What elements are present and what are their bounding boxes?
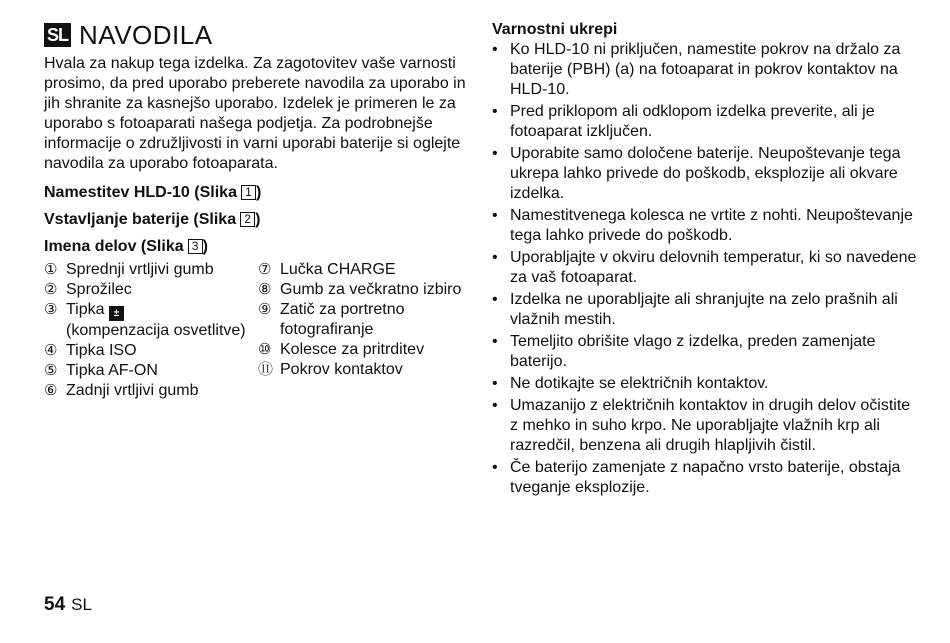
heading-mount-label: Namestitev HLD-10 (Slika <box>44 184 237 201</box>
list-item: • Izdelka ne uporabljajte ali shranjujte na zelo prašnih ali vlažnih mestih. <box>492 291 898 328</box>
exposure-compensation-icon: ± <box>109 306 124 321</box>
page-footer <box>44 594 92 616</box>
bullet-icon: • <box>492 459 498 476</box>
list-item: ⑤ Tipka AF-ON <box>44 362 158 379</box>
heading-battery-label: Vstavljanje baterije (Slika <box>44 211 237 228</box>
list-item: • Namestitvenega kolesca ne vrtite z nohti. Neupoštevanje tega lahko privede do poškodb. <box>492 207 913 244</box>
list-item: ③ Tipka ± (kompenzacija osvetlitve) <box>44 301 246 339</box>
page-title <box>44 20 469 50</box>
footer-lang: SL <box>71 595 92 614</box>
parts-list <box>44 260 469 440</box>
bullet-icon: • <box>492 397 498 414</box>
parts-column-right <box>258 260 473 380</box>
list-item: • Ne dotikajte se električnih kontaktov. <box>492 375 769 392</box>
safety-heading: Varnostni ukrepi <box>492 21 618 38</box>
list-item: • Uporabite samo določene baterije. Neupoštevanje tega ukrepa lahko privede do poškodb, eksplozije ali okvare izdelka. <box>492 145 901 202</box>
intro-paragraph: Hvala za nakup tega izdelka. Za zagotovitev vaše varnosti prosimo, da pred uporabo preberete navodila za uporabo in jih shranite za kasnejšo uporabo. Izdelek je primeren le za uporabo s fotoaparati našega podjetja. Za podrobnejše informacije o združljivosti in varni uporabi baterije si oglejte navodila za uporabo fotoaparata. <box>44 55 466 172</box>
list-item: ① Sprednji vrtljivi gumb <box>44 261 214 278</box>
list-item: • Temeljito obrišite vlago z izdelka, preden zamenjate baterijo. <box>492 333 876 370</box>
list-item: ⑦ Lučka CHARGE <box>258 261 396 278</box>
bullet-icon: • <box>492 291 498 308</box>
list-item: • Če baterijo zamenjate z napačno vrsto baterije, obstaja tveganje eksplozije. <box>492 459 901 496</box>
list-item: • Umazanijo z električnih kontaktov in drugih delov očistite z mehko in suho krpo. Ne uporabljajte vlažnih krp ali razredčil, benzena ali drugih hlapljivih čistil. <box>492 397 911 454</box>
figure-ref-2: 2 <box>240 212 255 227</box>
title-text: NAVODILA <box>79 19 213 50</box>
heading-parts: Imena delov (Slika 3 ) <box>44 238 208 255</box>
list-item: ② Sprožilec <box>44 281 132 298</box>
heading-battery: Vstavljanje baterije (Slika 2 ) <box>44 211 261 228</box>
list-item: ④ Tipka ISO <box>44 342 137 359</box>
left-column <box>44 20 469 440</box>
bullet-icon: • <box>492 41 498 58</box>
bullet-icon: • <box>492 333 498 350</box>
list-item: ⑧ Gumb za večkratno izbiro <box>258 281 462 298</box>
figure-ref-1: 1 <box>241 185 256 200</box>
page-number: 54 <box>44 594 66 615</box>
bullet-icon: • <box>492 375 498 392</box>
bullet-icon: • <box>492 103 498 120</box>
list-item: ⑩ Kolesce za pritrditev <box>258 341 425 358</box>
list-item: • Pred priklopom ali odklopom izdelka preverite, ali je fotoaparat izključen. <box>492 103 875 140</box>
list-item: ⑨ Zatič za portretno fotografiranje <box>258 301 405 338</box>
safety-list <box>492 40 922 498</box>
language-badge: SL <box>44 23 71 47</box>
bullet-icon: • <box>492 145 498 162</box>
list-item: • Ko HLD-10 ni priključen, namestite pokrov na držalo za baterije (PBH) (a) na fotoaparat in pokrov kontaktov na HLD-10. <box>492 41 901 98</box>
list-item: • Uporabljajte v okviru delovnih temperatur, ki so navedene za vaš fotoaparat. <box>492 249 917 286</box>
bullet-icon: • <box>492 207 498 224</box>
list-item: ⑪ Pokrov kontaktov <box>258 361 403 378</box>
parts-column-left <box>44 260 254 401</box>
figure-ref-3: 3 <box>188 239 203 254</box>
heading-parts-label: Imena delov (Slika <box>44 238 184 255</box>
list-item: ⑥ Zadnji vrtljivi gumb <box>44 382 199 399</box>
right-column <box>492 20 922 500</box>
bullet-icon: • <box>492 249 498 266</box>
heading-mount: Namestitev HLD-10 (Slika 1 ) <box>44 184 262 201</box>
